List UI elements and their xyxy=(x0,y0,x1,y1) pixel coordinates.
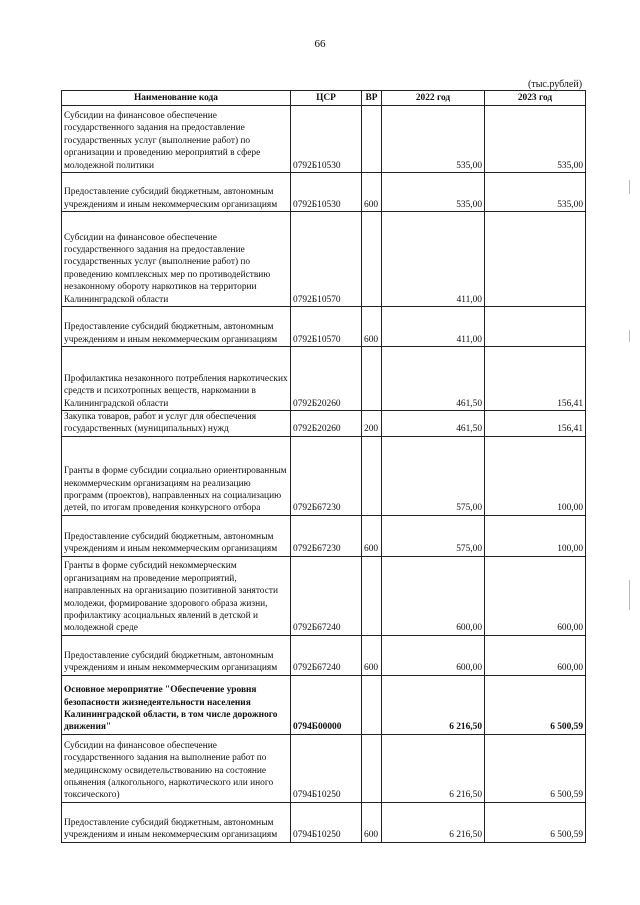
table-row xyxy=(62,411,586,437)
row-csr: 0792Б10530 xyxy=(291,106,362,173)
row-2023: 100,00 xyxy=(485,515,586,556)
row-2022: 600,00 xyxy=(382,635,485,675)
row-csr: 0792Б20260 xyxy=(291,347,362,411)
table-row xyxy=(62,307,586,347)
row-2022: 461,50 xyxy=(382,347,485,411)
table-row xyxy=(62,436,586,515)
row-csr: 0794Б10250 xyxy=(291,734,362,802)
header-2022: 2022 год xyxy=(382,91,485,106)
row-vr xyxy=(362,734,382,802)
scan-edge-mark xyxy=(629,580,630,610)
row-csr: 0792Б67230 xyxy=(291,515,362,556)
row-csr: 0792Б67240 xyxy=(291,556,362,635)
row-vr xyxy=(362,436,382,515)
row-vr: 600 xyxy=(362,635,382,675)
row-name: Субсидии на финансовое обеспечение государственного задания на выполнение работ по медицинскому освидетельствованию на состояние опьянения (алкогольного, наркотического или иного токсического) xyxy=(62,734,291,802)
row-2022: 535,00 xyxy=(382,106,485,173)
header-name: Наименование кода xyxy=(62,91,291,106)
row-vr xyxy=(362,347,382,411)
row-2023: 156,41 xyxy=(485,411,586,437)
table-row xyxy=(62,212,586,307)
row-vr xyxy=(362,106,382,173)
row-2022: 411,00 xyxy=(382,212,485,307)
row-2023: 535,00 xyxy=(485,173,586,212)
row-vr: 600 xyxy=(362,307,382,347)
row-name: Гранты в форме субсидии социально ориентированным некоммерческим организациям на реализацию программ (проектов), направленных на социализацию детей, по итогам проведения конкурсного отбора xyxy=(62,436,291,515)
table-row xyxy=(62,173,586,212)
row-2022: 6 216,50 xyxy=(382,734,485,802)
row-csr: 0792Б10570 xyxy=(291,212,362,307)
header-2023: 2023 год xyxy=(485,91,586,106)
row-2022: 535,00 xyxy=(382,173,485,212)
table-row xyxy=(62,802,586,842)
table-row xyxy=(62,635,586,675)
row-2023: 600,00 xyxy=(485,556,586,635)
header-vr: ВР xyxy=(362,91,382,106)
scan-edge-mark xyxy=(629,180,630,194)
row-vr: 600 xyxy=(362,802,382,842)
row-2022: 6 216,50 xyxy=(382,675,485,734)
row-2023 xyxy=(485,212,586,307)
table-row xyxy=(62,347,586,411)
row-name: Основное мероприятие "Обеспечение уровня безопасности жизнедеятельности населения Калининградской области, в том числе дорожного движения" xyxy=(62,675,291,734)
scan-edge-mark xyxy=(629,330,630,342)
header-csr: ЦСР xyxy=(291,91,362,106)
row-name: Предоставление субсидий бюджетным, автономным учреждениям и иным некоммерческим организациям xyxy=(62,173,291,212)
row-2023: 6 500,59 xyxy=(485,802,586,842)
row-name: Предоставление субсидий бюджетным, автономным учреждениям и иным некоммерческим организациям xyxy=(62,802,291,842)
row-csr: 0792Б10530 xyxy=(291,173,362,212)
row-name: Закупка товаров, работ и услуг для обеспечения государственных (муниципальных) нужд xyxy=(62,411,291,437)
row-csr: 0792Б20260 xyxy=(291,411,362,437)
row-2023: 6 500,59 xyxy=(485,734,586,802)
row-name: Гранты в форме субсидий некоммерческим организациям на проведение мероприятий, направленных на организацию позитивной занятости молодежи, формирование здорового образа жизни, профилактику асоциальных явлений в детской и молодежной среде xyxy=(62,556,291,635)
row-name: Профилактика незаконного потребления наркотических средств и психотропных веществ, наркомании в Калининградской области xyxy=(62,347,291,411)
row-name: Предоставление субсидий бюджетным, автономным учреждениям и иным некоммерческим организациям xyxy=(62,307,291,347)
budget-table xyxy=(61,90,586,843)
row-2022: 575,00 xyxy=(382,515,485,556)
row-vr: 600 xyxy=(362,515,382,556)
row-name: Предоставление субсидий бюджетным, автономным учреждениям и иным некоммерческим организациям xyxy=(62,515,291,556)
page-number: 66 xyxy=(314,38,326,50)
row-vr xyxy=(362,556,382,635)
row-2023: 100,00 xyxy=(485,436,586,515)
row-vr: 200 xyxy=(362,411,382,437)
row-vr xyxy=(362,675,382,734)
row-2023: 535,00 xyxy=(485,106,586,173)
row-2022: 575,00 xyxy=(382,436,485,515)
unit-note: (тыс.рублей) xyxy=(528,79,583,90)
row-2022: 6 216,50 xyxy=(382,802,485,842)
table-row xyxy=(62,106,586,173)
row-csr: 0792Б10570 xyxy=(291,307,362,347)
row-csr: 0792Б67230 xyxy=(291,436,362,515)
table-row xyxy=(62,515,586,556)
row-2023: 156,41 xyxy=(485,347,586,411)
row-name: Предоставление субсидий бюджетным, автономным учреждениям и иным некоммерческим организациям xyxy=(62,635,291,675)
table-row xyxy=(62,556,586,635)
row-vr: 600 xyxy=(362,173,382,212)
row-2022: 461,50 xyxy=(382,411,485,437)
row-name: Субсидии на финансовое обеспечение государственного задания на предоставление государственных услуг (выполнение работ) по организации и проведению мероприятий в сфере молодежной политики xyxy=(62,106,291,173)
row-vr xyxy=(362,212,382,307)
row-2023 xyxy=(485,307,586,347)
row-2022: 411,00 xyxy=(382,307,485,347)
row-csr: 0794Б10250 xyxy=(291,802,362,842)
row-csr: 0792Б67240 xyxy=(291,635,362,675)
row-csr: 0794Б00000 xyxy=(291,675,362,734)
row-2022: 600,00 xyxy=(382,556,485,635)
row-name: Субсидии на финансовое обеспечение государственного задания на предоставление государственных услуг (выполнение работ) по проведению комплексных мер по противодействию незаконному обороту наркотиков на территории Калининградской области xyxy=(62,212,291,307)
row-2023: 6 500,59 xyxy=(485,675,586,734)
table-row xyxy=(62,675,586,734)
table-header-row xyxy=(62,91,586,106)
row-2023: 600,00 xyxy=(485,635,586,675)
table-body xyxy=(62,106,586,843)
table-row xyxy=(62,734,586,802)
